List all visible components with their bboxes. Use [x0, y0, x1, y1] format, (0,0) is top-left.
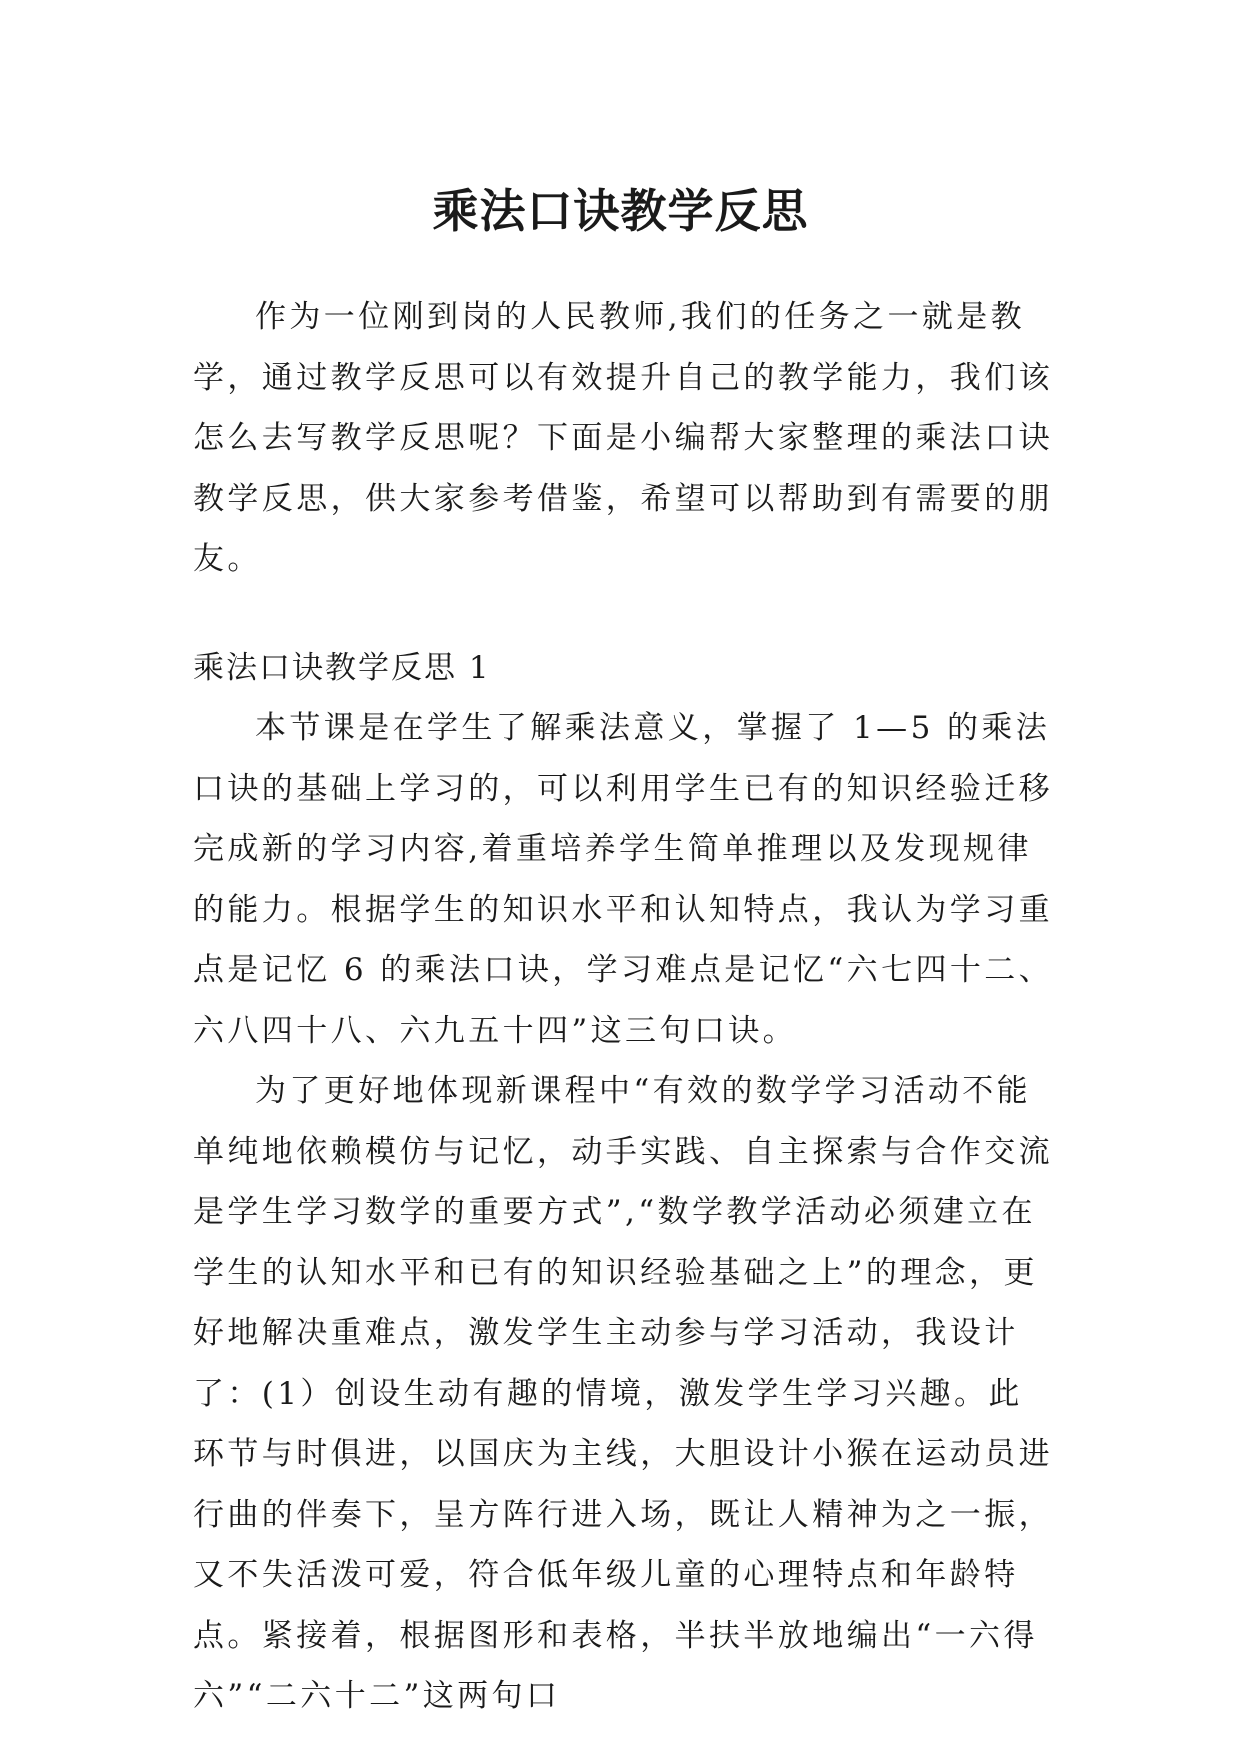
- body-paragraph: 本节课是在学生了解乘法意义，掌握了 1—5 的乘法口诀的基础上学习的，可以利用学生已有的知识经验迁移完成新的学习内容,着重培养学生简单推理以及发现规律的能力。根据学生的知识水平和认知特点，我认为学习重点是记忆 6 的乘法口诀，学习难点是记忆“六七四十二、六八四十八、六九五十四”这三句口诀。: [193, 710, 1054, 1049]
- section-heading: 乘法口诀教学反思 1: [193, 649, 491, 686]
- document-title: 乘法口诀教学反思: [432, 183, 809, 238]
- body-paragraph: 为了更好地体现新课程中“有效的数学学习活动不能单纯地依赖模仿与记忆，动手实践、自主探索与合作交流是学生学习数学的重要方式”,“数学教学活动必须建立在学生的认知水平和已有的知识经验基础之上”的理念，更好地解决重难点，激发学生主动参与学习活动，我设计了：(1）创设生动有趣的情境，激发学生学习兴趣。此环节与时俱进，以国庆为主线，大胆设计小猴在运动员进行曲的伴奏下，呈方阵行进入场，既让人精神为之一振，又不失活泼可爱，符合低年级儿童的心理特点和年龄特点。紧接着，根据图形和表格，半扶半放地编出“一六得六”“二六十二”这两句口: [193, 1073, 1053, 1714]
- intro-paragraph: 作为一位刚到岗的人民教师,我们的任务之一就是教学，通过教学反思可以有效提升自己的教学能力，我们该怎么去写教学反思呢？下面是小编帮大家整理的乘法口诀教学反思，供大家参考借鉴，希望可以帮助到有需要的朋友。: [193, 299, 1053, 577]
- document-body: [193, 287, 1055, 1727]
